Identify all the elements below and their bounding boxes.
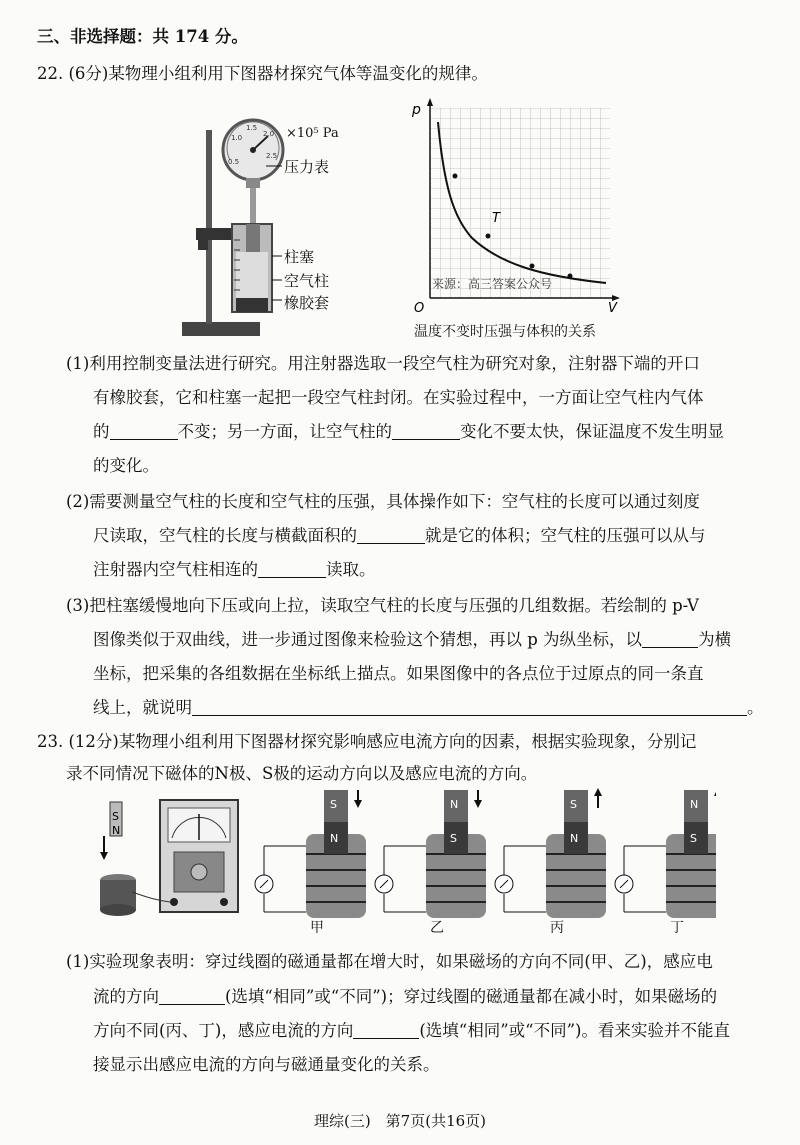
svg-text:S: S [690, 832, 697, 845]
stand-base [182, 322, 260, 336]
origin-label: O [414, 301, 425, 316]
q23-p1-line1: (1)实验现象表明：穿过线圈的磁通量都在增大时，如果磁场的方向不同(甲、乙)，感应电 [66, 952, 713, 971]
section-header: 三、非选择题：共 174 分。 [37, 27, 248, 46]
graph-caption: 温度不变时压强与体积的关系 [414, 324, 596, 340]
coil-ding [615, 788, 716, 918]
answer-blank[interactable] [110, 421, 178, 440]
page-footer: 理综(三) 第7页(共16页) [313, 1112, 487, 1130]
svg-text:0.5: 0.5 [228, 158, 240, 166]
svg-text:1.5: 1.5 [246, 124, 258, 132]
magnet-s-label: S [112, 810, 119, 823]
coil-jia [255, 790, 366, 918]
q23-p1-line3: 方向不同(丙、丁)，感应电流的方向 (选填“相同”或“不同”)。看来实验并不能直 [93, 1021, 730, 1040]
svg-text:1.0: 1.0 [231, 134, 243, 142]
coil-label-bing: 丙 [550, 920, 564, 936]
svg-text:2.0: 2.0 [263, 130, 275, 138]
air-column-fill [236, 252, 268, 302]
q23-stem-line1: 23. (12分)某物理小组利用下图器材探究影响感应电流方向的因素，根据实验现象，分别记 [37, 732, 697, 751]
q23-p1-line4: 接显示出感应电流的方向与磁通量变化的关系。 [93, 1055, 440, 1074]
answer-blank[interactable] [392, 421, 460, 440]
svg-text:S: S [330, 798, 337, 811]
q22-p2-line1: (2)需要测量空气柱的长度和空气柱的压强，具体操作如下：空气柱的长度可以通过刻度 [66, 492, 700, 511]
answer-blank[interactable] [357, 525, 425, 544]
svg-text:N: N [450, 798, 459, 811]
coil-bing [495, 788, 606, 918]
q22-p3-line2: 图像类似于双曲线，进一步通过图像来检验这个猜想，再以 p 为纵坐标，以 为横 [93, 630, 732, 649]
q22-p1-line4: 的变化。 [93, 456, 159, 475]
graph-grid [430, 108, 610, 298]
answer-blank[interactable] [353, 1020, 419, 1039]
q22-p2-line2: 尺读取，空气柱的长度与横截面积的 就是它的体积；空气柱的压强可以从与 [93, 526, 706, 545]
answer-blank[interactable] [192, 697, 747, 716]
q22-p3-line4: 线上，就说明 。 [93, 698, 764, 717]
curve-label: T [492, 211, 500, 226]
q22-p1-line1: (1)利用控制变量法进行研究。用注射器选取一段空气柱为研究对象，注射器下端的开口 [66, 354, 700, 373]
q22-p3-line1: (3)把柱塞缓慢地向下压或向上拉，读取空气柱的长度与压强的几组数据。若绘制的 p-V [66, 596, 699, 615]
coil-label-ding: 丁 [670, 920, 684, 936]
svg-text:S: S [570, 798, 577, 811]
answer-blank[interactable] [159, 986, 225, 1005]
gauge-unit-label: ×10⁵ Pa [286, 126, 339, 141]
plunger-label: 柱塞 [284, 248, 315, 266]
q23-stem-line2: 录不同情况下磁体的N极、S极的运动方向以及感应电流的方向。 [66, 764, 538, 783]
gauge-label: 压力表 [284, 158, 330, 176]
rubber-cap [236, 298, 268, 312]
svg-text:N: N [690, 798, 699, 811]
svg-text:2.5: 2.5 [266, 152, 278, 160]
watermark: 来源：高三答案公众号 [432, 277, 553, 291]
answer-blank[interactable] [258, 559, 326, 578]
coil-label-jia: 甲 [310, 920, 324, 936]
pv-graph [410, 98, 620, 320]
q22-p3-line3: 坐标，把采集的各组数据在坐标纸上描点。如果图像中的各点位于过原点的同一条直 [93, 664, 704, 683]
coil-label-yi: 乙 [430, 920, 444, 936]
p-axis-label: p [412, 102, 421, 118]
rubber-cap-label: 橡胶套 [284, 294, 330, 312]
magnet-n-label: N [112, 824, 121, 837]
air-column-label: 空气柱 [284, 272, 330, 290]
q22-p2-line3: 注射器内空气柱相连的 读取。 [93, 560, 376, 579]
coil-experiments-figure [246, 784, 716, 930]
svg-text:N: N [570, 832, 579, 845]
v-axis-label: V [608, 301, 617, 316]
q23-p1-line2: 流的方向 (选填“相同”或“不同”)；穿过线圈的磁通量都在减小时，如果磁场的 [93, 987, 718, 1006]
galvanometer-setup-figure [96, 796, 246, 922]
q22-stem: 22. (6分)某物理小组利用下图器材探究气体等温变化的规律。 [37, 64, 488, 83]
q22-p1-line3: 的 不变；另一方面，让空气柱的 变化不要太快，保证温度不发生明显 [93, 422, 724, 441]
svg-text:S: S [450, 832, 457, 845]
q22-p1-line2: 有橡胶套，它和柱塞一起把一段空气柱封闭。在实验过程中，一方面让空气柱内气体 [93, 388, 704, 407]
stand-pole [206, 130, 212, 324]
svg-text:N: N [330, 832, 339, 845]
answer-blank[interactable] [642, 629, 698, 648]
coil-yi [375, 790, 486, 918]
